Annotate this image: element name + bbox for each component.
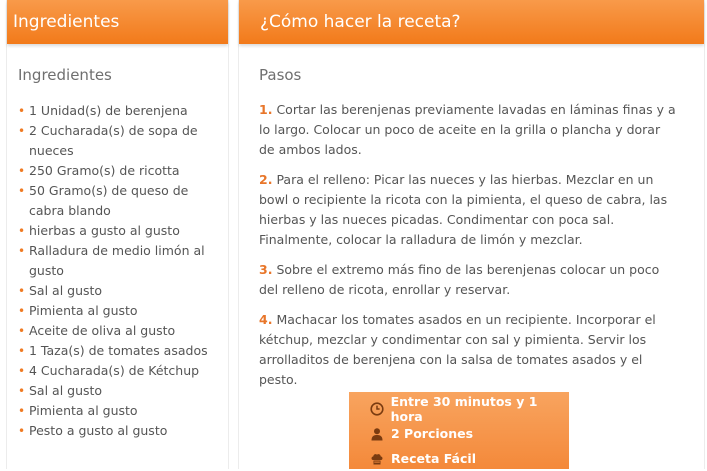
- ingredient-item: [18, 121, 223, 161]
- bullet-icon: •: [18, 164, 26, 178]
- bullet-icon: •: [18, 124, 26, 138]
- ingredient-text: Pimienta al gusto: [29, 303, 138, 318]
- ingredients-list: [18, 101, 223, 441]
- portions-text: 2 Porciones: [391, 426, 474, 441]
- ingredient-item: [18, 381, 223, 401]
- steps-list: [259, 100, 677, 400]
- ingredients-panel: [6, 0, 229, 469]
- ingredient-item: [18, 181, 223, 221]
- bullet-icon: •: [18, 284, 26, 298]
- ingredient-item: [18, 161, 223, 181]
- steps-banner: ¿Cómo hacer la receta?: [239, 0, 704, 44]
- step-item: [259, 260, 677, 300]
- ingredient-text: 1 Taza(s) de tomates asados: [29, 343, 208, 358]
- step-item: [259, 310, 677, 390]
- step-number: 2.: [259, 172, 273, 187]
- ingredient-item: [18, 341, 223, 361]
- clock-icon: [369, 401, 385, 417]
- bullet-icon: •: [18, 244, 26, 258]
- ingredient-item: [18, 241, 223, 281]
- bullet-icon: •: [18, 344, 26, 358]
- bullet-icon: •: [18, 184, 26, 198]
- difficulty-row: [369, 446, 569, 471]
- bullet-icon: •: [18, 224, 26, 238]
- ingredients-section-title: Ingredientes: [18, 66, 112, 84]
- ingredient-text: 2 Cucharada(s) de sopa de nueces: [29, 123, 198, 158]
- step-item: [259, 100, 677, 160]
- step-text: Para el relleno: Picar las nueces y las hierbas. Mezclar en un bowl o recipiente la ricota con la pimienta, el queso de cabra, las hierbas y las nueces picadas. Condimentar con poca sal. Finalmente, colocar la ralladura de limón y mezclar.: [259, 172, 668, 247]
- portions-row: [369, 421, 569, 446]
- ingredient-text: Sal al gusto: [29, 283, 103, 298]
- ingredient-text: Pesto a gusto al gusto: [29, 423, 168, 438]
- ingredient-text: Pimienta al gusto: [29, 403, 138, 418]
- time-row: [369, 393, 569, 424]
- bullet-icon: •: [18, 424, 26, 438]
- bullet-icon: •: [18, 104, 26, 118]
- bullet-icon: •: [18, 304, 26, 318]
- step-item: [259, 170, 677, 250]
- step-number: 4.: [259, 312, 273, 327]
- ingredient-item: [18, 321, 223, 341]
- time-text: Entre 30 minutos y 1 hora: [390, 393, 538, 424]
- ingredient-text: 250 Gramo(s) de ricotta: [29, 163, 180, 178]
- steps-panel: [238, 0, 705, 469]
- ingredient-text: Aceite de oliva al gusto: [29, 323, 176, 338]
- ingredient-text: hierbas a gusto al gusto: [29, 223, 180, 238]
- ingredient-text: 1 Unidad(s) de berenjena: [29, 103, 188, 118]
- ingredient-item: [18, 421, 223, 441]
- bullet-icon: •: [18, 384, 26, 398]
- ingredient-text: Ralladura de medio limón al gusto: [29, 243, 205, 278]
- ingredient-item: [18, 361, 223, 381]
- bullet-icon: •: [18, 364, 26, 378]
- ingredient-item: [18, 281, 223, 301]
- steps-section-title: Pasos: [259, 66, 302, 84]
- step-text: Machacar los tomates asados en un recipiente. Incorporar el kétchup, mezclar y condimentar con sal y pimienta. Servir los arrolladitos de berenjena con la salsa de tomates asados y el pesto.: [259, 312, 656, 387]
- ingredients-banner: Ingredientes: [7, 0, 228, 44]
- ingredient-item: [18, 221, 223, 241]
- ingredient-item: [18, 401, 223, 421]
- ingredient-text: 50 Gramo(s) de queso de cabra blando: [29, 183, 189, 218]
- step-number: 1.: [259, 102, 273, 117]
- bullet-icon: •: [18, 404, 26, 418]
- bullet-icon: •: [18, 324, 26, 338]
- recipe-info-box: [349, 392, 569, 469]
- ingredient-item: [18, 101, 223, 121]
- difficulty-text: Receta Fácil: [391, 451, 476, 466]
- step-text: Sobre el extremo más fino de las berenjenas colocar un poco del relleno de ricota, enrollar y reservar.: [259, 262, 660, 297]
- person-icon: [369, 426, 385, 442]
- ingredient-item: [18, 301, 223, 321]
- ingredient-text: 4 Cucharada(s) de Kétchup: [29, 363, 200, 378]
- ingredient-text: Sal al gusto: [29, 383, 103, 398]
- step-text: Cortar las berenjenas previamente lavadas en láminas finas y a lo largo. Colocar un poco de aceite en la grilla o plancha y dorar de ambos lados.: [259, 102, 676, 157]
- chef-hat-icon: [369, 451, 385, 467]
- step-number: 3.: [259, 262, 273, 277]
